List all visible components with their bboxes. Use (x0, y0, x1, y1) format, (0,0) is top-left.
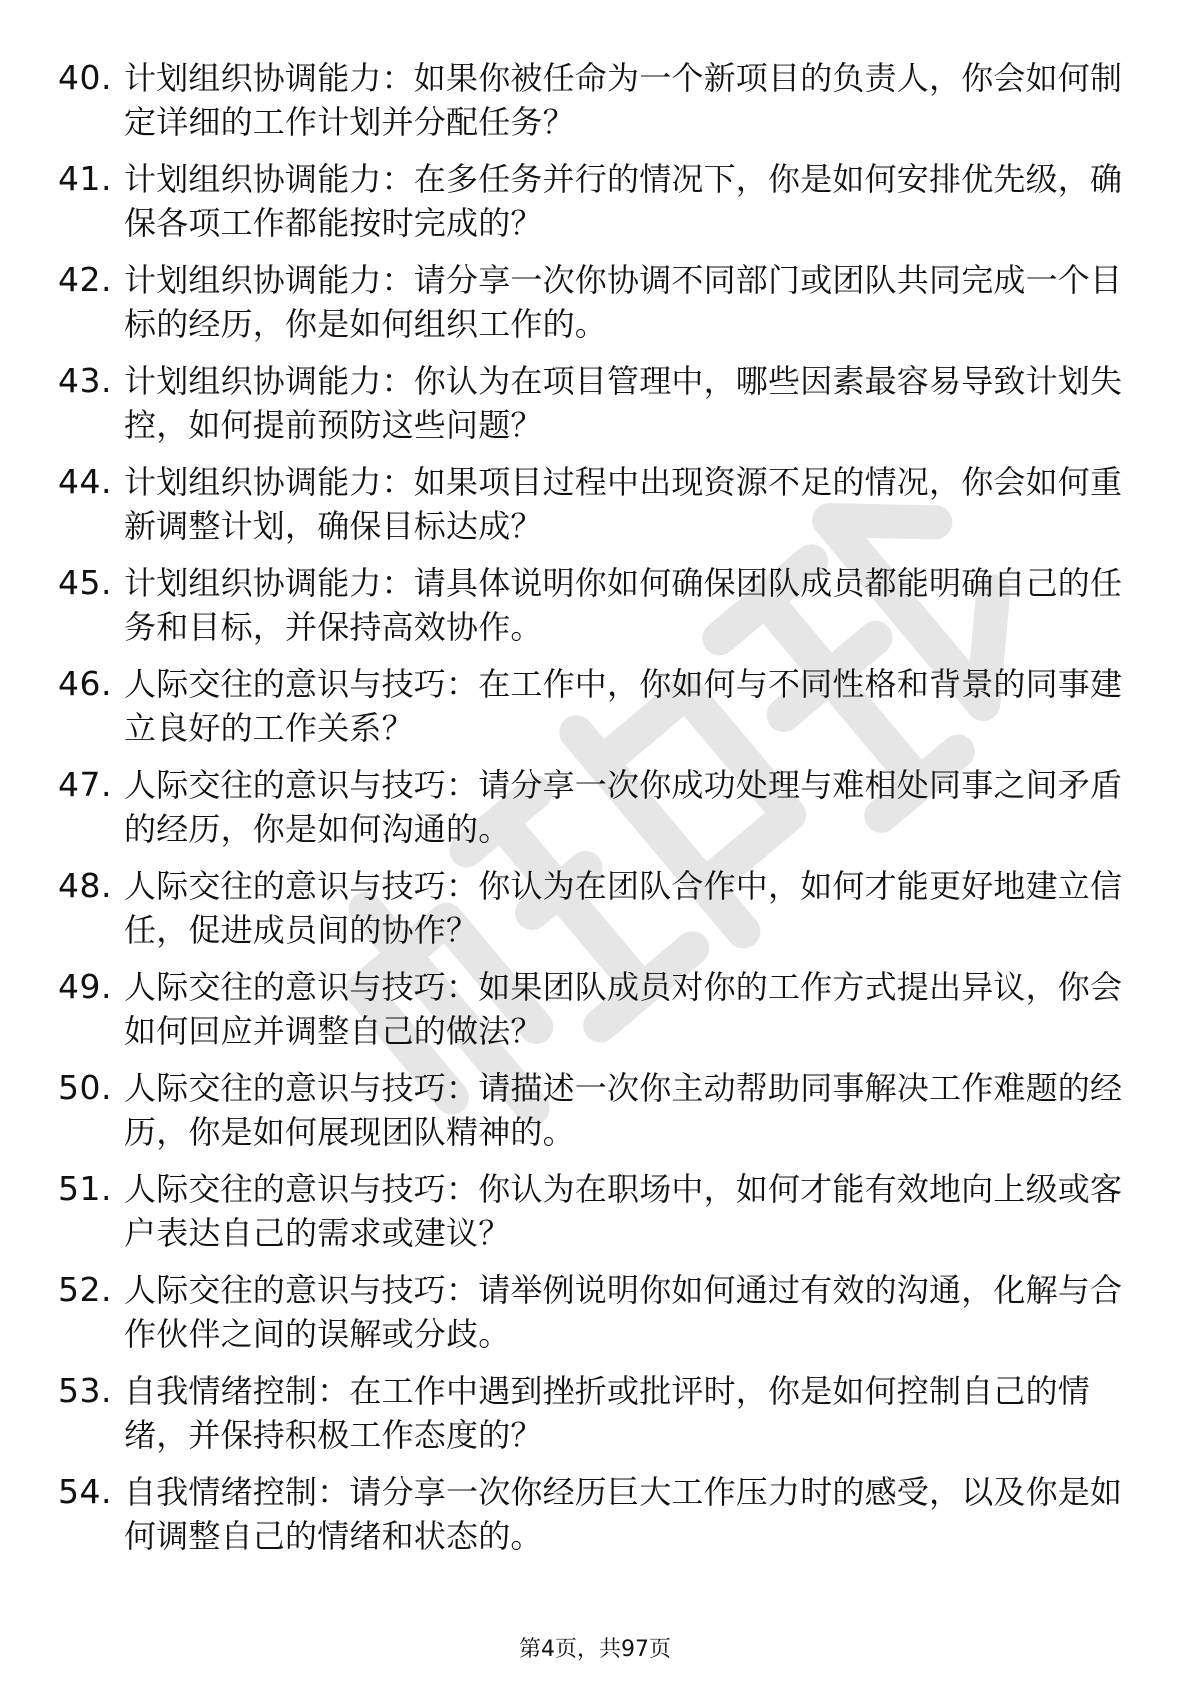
question-text: 人际交往的意识与技巧：请描述一次你主动帮助同事解决工作难题的经历，你是如何展现团队精神的。 (124, 1069, 1123, 1151)
list-item (58, 254, 1138, 355)
question-text: 人际交往的意识与技巧：如果团队成员对你的工作方式提出异议，你会如何回应并调整自己的做法？ (124, 968, 1123, 1050)
list-item (58, 1264, 1138, 1365)
question-number: 47. (58, 765, 112, 804)
question-text: 自我情绪控制：请分享一次你经历巨大工作压力时的感受，以及你是如何调整自己的情绪和状态的。 (124, 1473, 1123, 1555)
question-text: 计划组织协调能力：在多任务并行的情况下，你是如何安排优先级，确保各项工作都能按时完成的？ (124, 160, 1123, 242)
page-footer: 第4页，共97页 (519, 1637, 671, 1662)
question-text: 人际交往的意识与技巧：请举例说明你如何通过有效的沟通，化解与合作伙伴之间的误解或分歧。 (124, 1271, 1123, 1353)
question-text: 计划组织协调能力：请分享一次你协调不同部门或团队共同完成一个目标的经历，你是如何组织工作的。 (124, 261, 1123, 343)
list-item (58, 355, 1138, 456)
list-item (58, 52, 1138, 153)
question-number: 49. (58, 967, 112, 1006)
question-number: 48. (58, 866, 112, 905)
question-text: 计划组织协调能力：你认为在项目管理中，哪些因素最容易导致计划失控，如何提前预防这些问题？ (124, 362, 1123, 444)
question-text: 人际交往的意识与技巧：你认为在职场中，如何才能有效地向上级或客户表达自己的需求或建议？ (124, 1170, 1123, 1252)
question-number: 53. (58, 1371, 112, 1410)
question-number: 40. (58, 58, 112, 97)
list-item (58, 759, 1138, 860)
question-list (58, 52, 1138, 1567)
question-text: 自我情绪控制：在工作中遇到挫折或批评时，你是如何控制自己的情绪，并保持积极工作态度的？ (124, 1372, 1091, 1454)
list-item (58, 557, 1138, 658)
list-item (58, 1365, 1138, 1466)
question-number: 51. (58, 1169, 112, 1208)
list-item (58, 1466, 1138, 1567)
question-text: 人际交往的意识与技巧：在工作中，你如何与不同性格和背景的同事建立良好的工作关系？ (124, 665, 1123, 747)
question-text: 人际交往的意识与技巧：你认为在团队合作中，如何才能更好地建立信任，促进成员间的协作？ (124, 867, 1123, 949)
list-item (58, 658, 1138, 759)
question-number: 44. (58, 462, 112, 501)
list-item (58, 1163, 1138, 1264)
list-item (58, 456, 1138, 557)
question-text: 人际交往的意识与技巧：请分享一次你成功处理与难相处同事之间矛盾的经历，你是如何沟通的。 (124, 766, 1123, 848)
list-item (58, 1062, 1138, 1163)
question-number: 42. (58, 260, 112, 299)
question-number: 50. (58, 1068, 112, 1107)
question-text: 计划组织协调能力：请具体说明你如何确保团队成员都能明确自己的任务和目标，并保持高效协作。 (124, 564, 1123, 646)
question-number: 54. (58, 1472, 112, 1511)
question-text: 计划组织协调能力：如果你被任命为一个新项目的负责人，你会如何制定详细的工作计划并分配任务？ (124, 59, 1123, 141)
question-number: 43. (58, 361, 112, 400)
question-text: 计划组织协调能力：如果项目过程中出现资源不足的情况，你会如何重新调整计划，确保目标达成？ (124, 463, 1123, 545)
list-item (58, 961, 1138, 1062)
question-number: 46. (58, 664, 112, 703)
question-number: 41. (58, 159, 112, 198)
list-item (58, 153, 1138, 254)
question-number: 45. (58, 563, 112, 602)
question-number: 52. (58, 1270, 112, 1309)
list-item (58, 860, 1138, 961)
